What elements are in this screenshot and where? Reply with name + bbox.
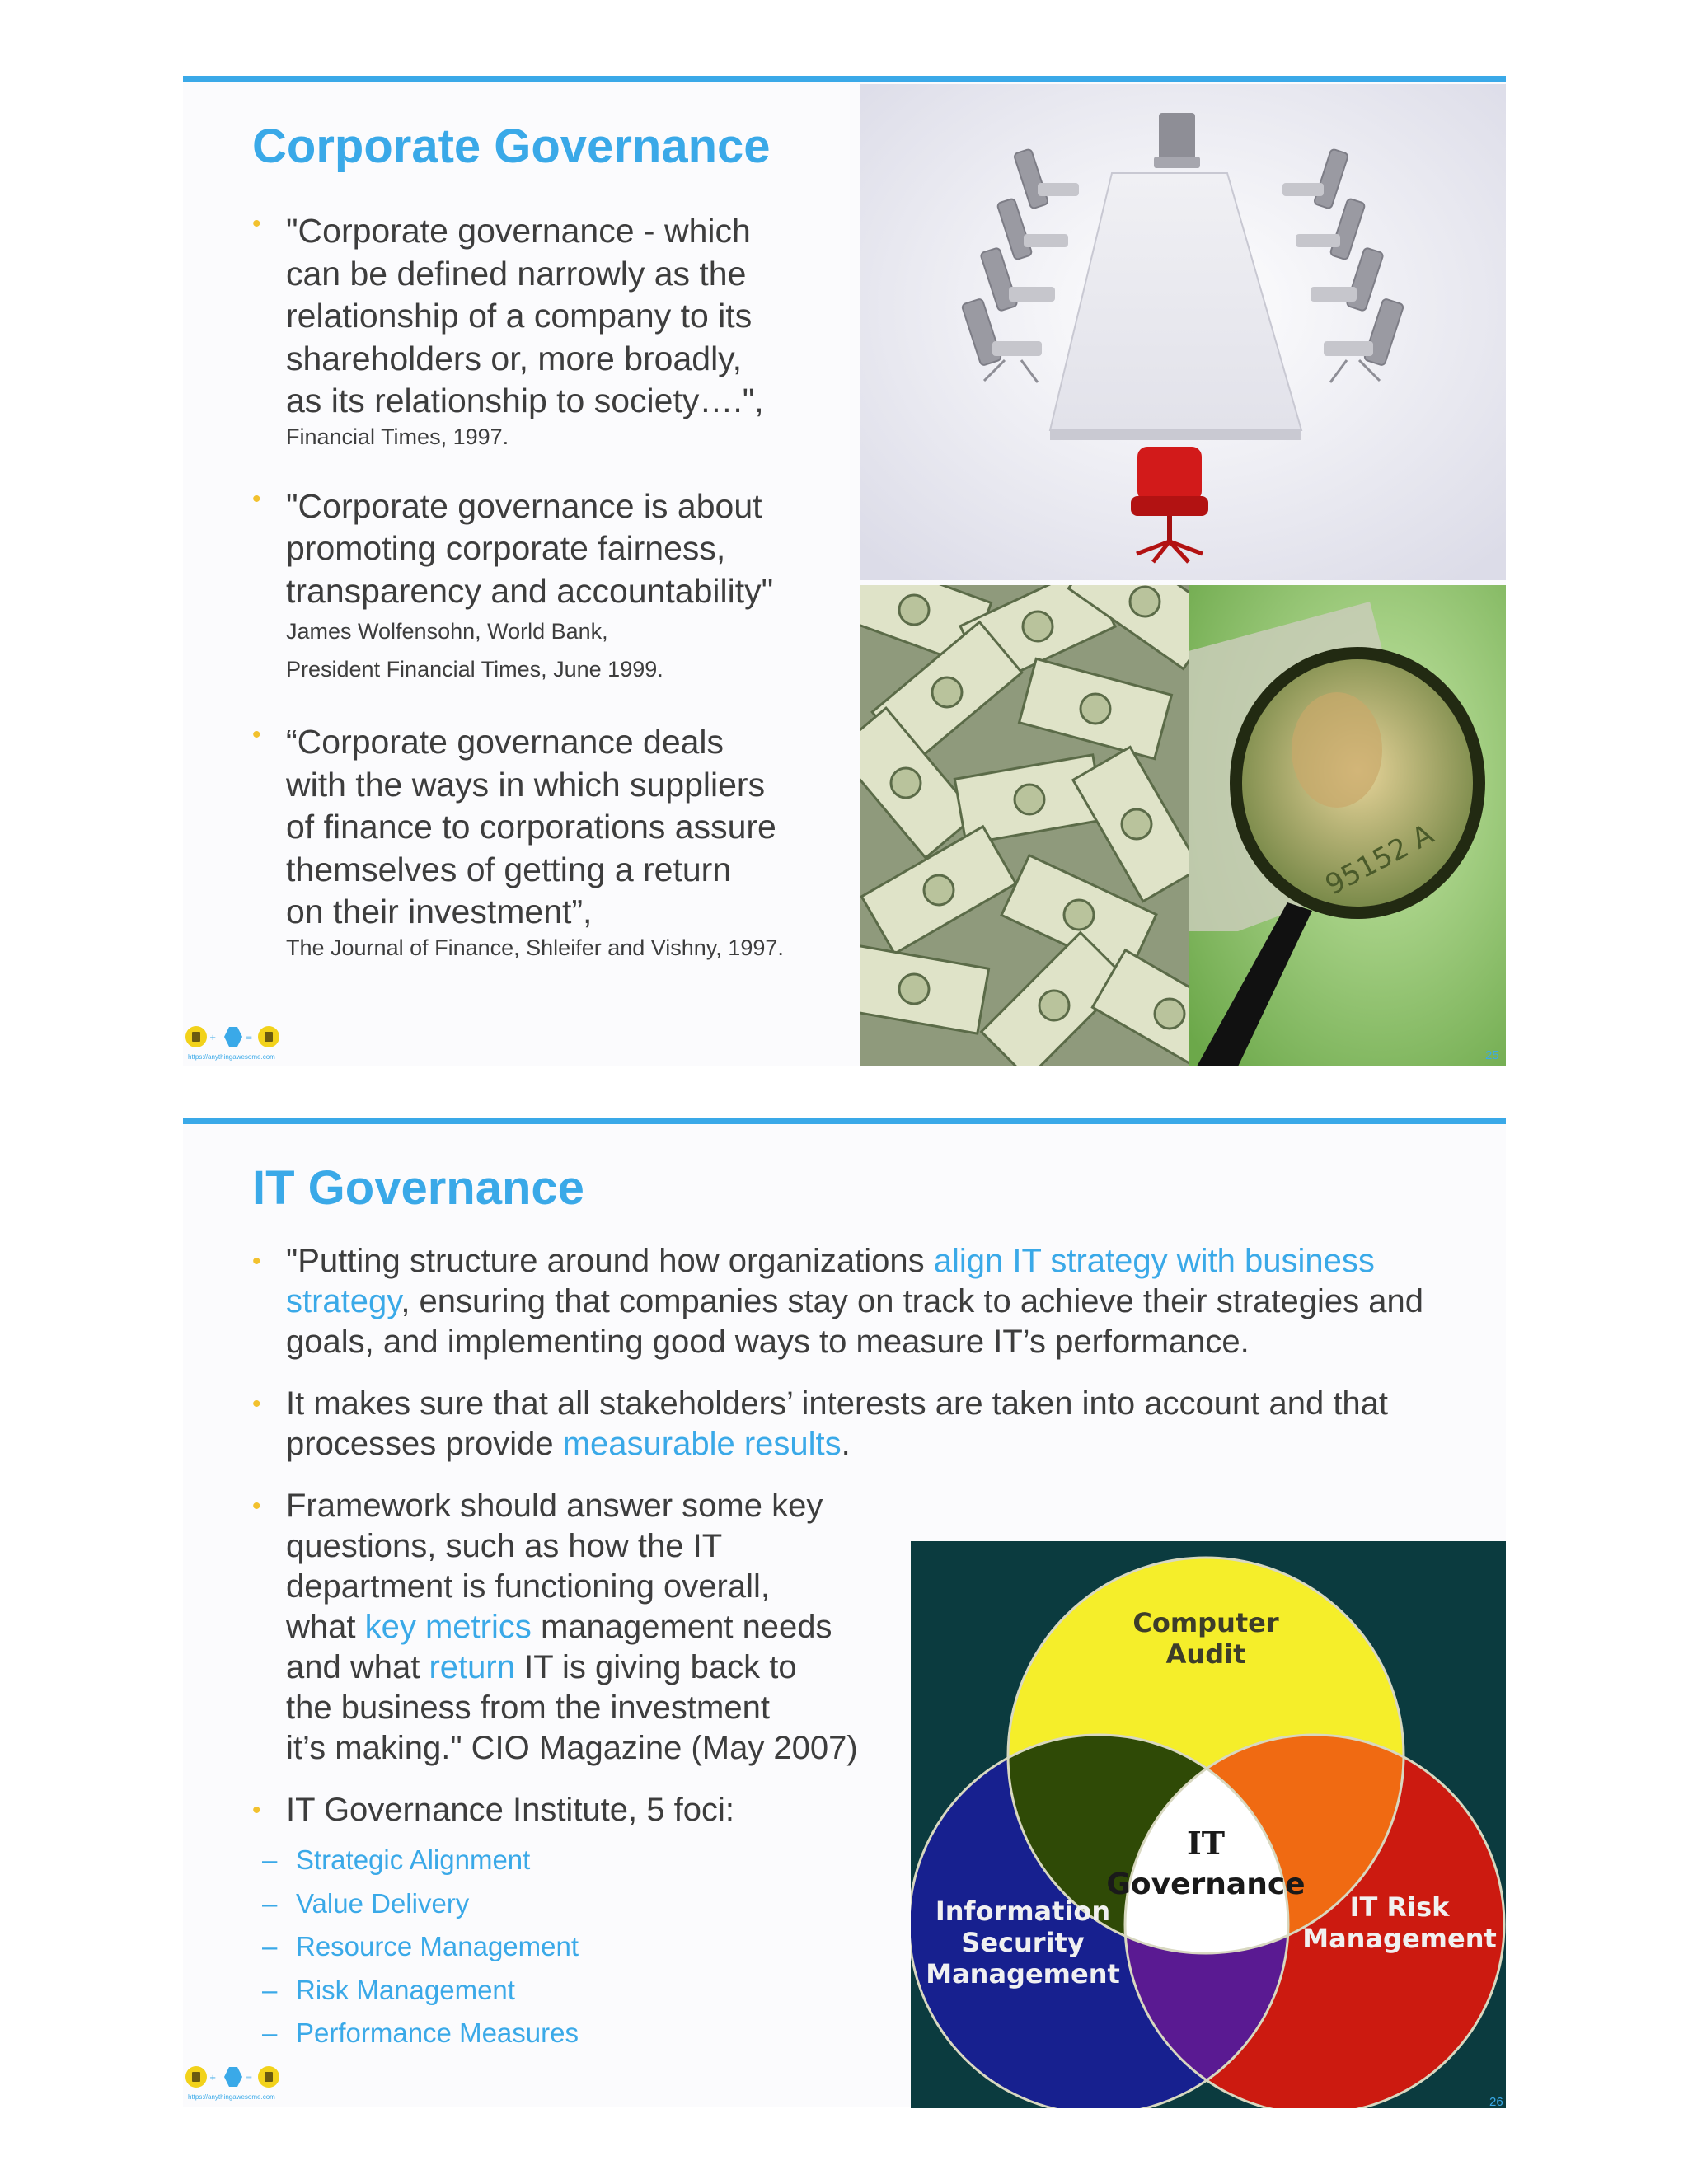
quote-line: “Corporate governance deals xyxy=(286,723,724,761)
bullet-line: questions, such as how the IT xyxy=(286,1528,723,1564)
page-number: 26 xyxy=(1489,2095,1503,2109)
bullet-dot: • xyxy=(252,485,261,513)
boardroom-illustration xyxy=(860,84,1506,580)
quote-line: relationship of a company to its xyxy=(286,297,753,335)
focus-label: Performance Measures xyxy=(296,2018,579,2048)
highlight-text: align IT strategy with business strategy xyxy=(286,1243,1375,1319)
quote-line: as its relationship to society….", xyxy=(286,382,764,419)
bullet-text: IT is giving back to xyxy=(514,1649,797,1685)
bullet-dot: • xyxy=(252,1797,261,1824)
bullet-text: management needs xyxy=(531,1609,832,1645)
bullet-dot: • xyxy=(252,1248,261,1275)
bullet-line: it’s making." CIO Magazine (May 2007) xyxy=(286,1730,858,1766)
highlight-text: key metrics xyxy=(364,1609,532,1645)
slide-corporate-governance xyxy=(183,76,1506,1066)
bullet-text: , ensuring that companies stay on track to achieve their strategies and goals, and implementing good ways to measure IT’s performance. xyxy=(286,1283,1424,1360)
quote-source: Financial Times, 1997. xyxy=(286,424,509,449)
venn-label-right: Management xyxy=(1302,1923,1497,1954)
bullet-definition xyxy=(252,1241,1447,1362)
quote-source: James Wolfensohn, World Bank, xyxy=(286,619,608,644)
money-photo xyxy=(860,585,1189,1066)
bullet-text: what xyxy=(286,1609,365,1645)
bullet-line: Framework should answer some key xyxy=(286,1488,823,1524)
quote-line: promoting corporate fairness, xyxy=(286,529,726,567)
magnifier-photo xyxy=(1189,585,1506,1066)
quote-line: "Corporate governance - which xyxy=(286,212,751,250)
highlight-text: return xyxy=(429,1649,515,1685)
bullet-dot: • xyxy=(252,721,261,748)
focus-item: – Performance Measures xyxy=(262,2018,579,2048)
logo-url[interactable]: https://anythingawesome.com xyxy=(188,2093,275,2101)
bullet-line: the business from the investment xyxy=(286,1690,770,1726)
bullet-text: IT Governance Institute, 5 foci: xyxy=(286,1792,734,1828)
quote-line: with the ways in which suppliers xyxy=(286,765,766,804)
venn-label-left: Security xyxy=(961,1927,1085,1958)
slide-top-bar xyxy=(183,76,1506,82)
quote-line: "Corporate governance is about xyxy=(286,486,762,525)
slide-title: IT Governance xyxy=(252,1161,584,1215)
bullet-dot: • xyxy=(252,210,261,237)
slide-title: Corporate Governance xyxy=(252,120,771,173)
highlight-text: measurable results xyxy=(562,1426,842,1462)
page-number: 25 xyxy=(1485,1048,1499,1062)
focus-item: – Strategic Alignment xyxy=(262,1844,531,1875)
bullet-text: "Putting structure around how organizations xyxy=(286,1243,934,1279)
svg-text:+: + xyxy=(209,1033,217,1043)
banknote-serial-text: 95152 A xyxy=(1320,818,1439,902)
bullet-text: . xyxy=(841,1426,851,1462)
focus-label: Strategic Alignment xyxy=(296,1844,531,1875)
venn-label-left: Management xyxy=(926,1958,1120,1990)
boardroom-photo xyxy=(860,84,1506,580)
bullet-line: department is functioning overall, xyxy=(286,1568,770,1605)
it-governance-venn-diagram xyxy=(911,1541,1506,2108)
venn-label-right: IT Risk xyxy=(1349,1891,1450,1923)
venn-svg xyxy=(911,1541,1506,2108)
focus-item: – Value Delivery xyxy=(262,1887,470,1919)
venn-label-top: Computer xyxy=(1132,1607,1279,1638)
brand-logo xyxy=(185,2062,292,2105)
bullet-stakeholders xyxy=(252,1384,1447,1465)
quote-line: on their investment”, xyxy=(286,893,593,930)
quote-line: shareholders or, more broadly, xyxy=(286,339,743,377)
bullet-text: It makes sure that all stakeholders’ interests are taken into account and that processes provide xyxy=(286,1385,1389,1462)
venn-label-center: Governance xyxy=(1106,1868,1306,1901)
focus-label: Resource Management xyxy=(296,1931,579,1961)
svg-text:=: = xyxy=(246,1033,253,1043)
venn-label-center: IT xyxy=(1186,1825,1226,1862)
svg-text:+: + xyxy=(209,2074,217,2083)
quote-line: can be defined narrowly as the xyxy=(286,254,747,293)
dollar-bills-illustration xyxy=(860,585,1189,1066)
focus-label: Value Delivery xyxy=(296,1887,470,1919)
bullet-dot: • xyxy=(252,1493,261,1520)
focus-label: Risk Management xyxy=(296,1974,515,2005)
venn-label-top: Audit xyxy=(1165,1638,1246,1670)
quote-source: The Journal of Finance, Shleifer and Vishny, 1997. xyxy=(286,935,784,960)
slide-top-bar xyxy=(183,1118,1506,1124)
venn-label-left: Information xyxy=(935,1896,1111,1927)
quote-line: transparency and accountability" xyxy=(286,571,774,610)
bullet-text: and what xyxy=(286,1649,429,1685)
svg-text:=: = xyxy=(246,2074,253,2083)
magnifier-illustration xyxy=(1189,585,1506,1066)
focus-item: – Resource Management xyxy=(262,1931,579,1961)
bullet-dot: • xyxy=(252,1390,261,1418)
quote-source: President Financial Times, June 1999. xyxy=(286,657,663,682)
focus-item: – Risk Management xyxy=(262,1974,515,2005)
brand-logo xyxy=(185,1022,292,1065)
quote-line: of finance to corporations assure xyxy=(286,808,776,846)
logo-url[interactable]: https://anythingawesome.com xyxy=(188,1053,275,1061)
quote-line: themselves of getting a return xyxy=(286,850,732,888)
slide-it-governance xyxy=(183,1118,1506,2107)
